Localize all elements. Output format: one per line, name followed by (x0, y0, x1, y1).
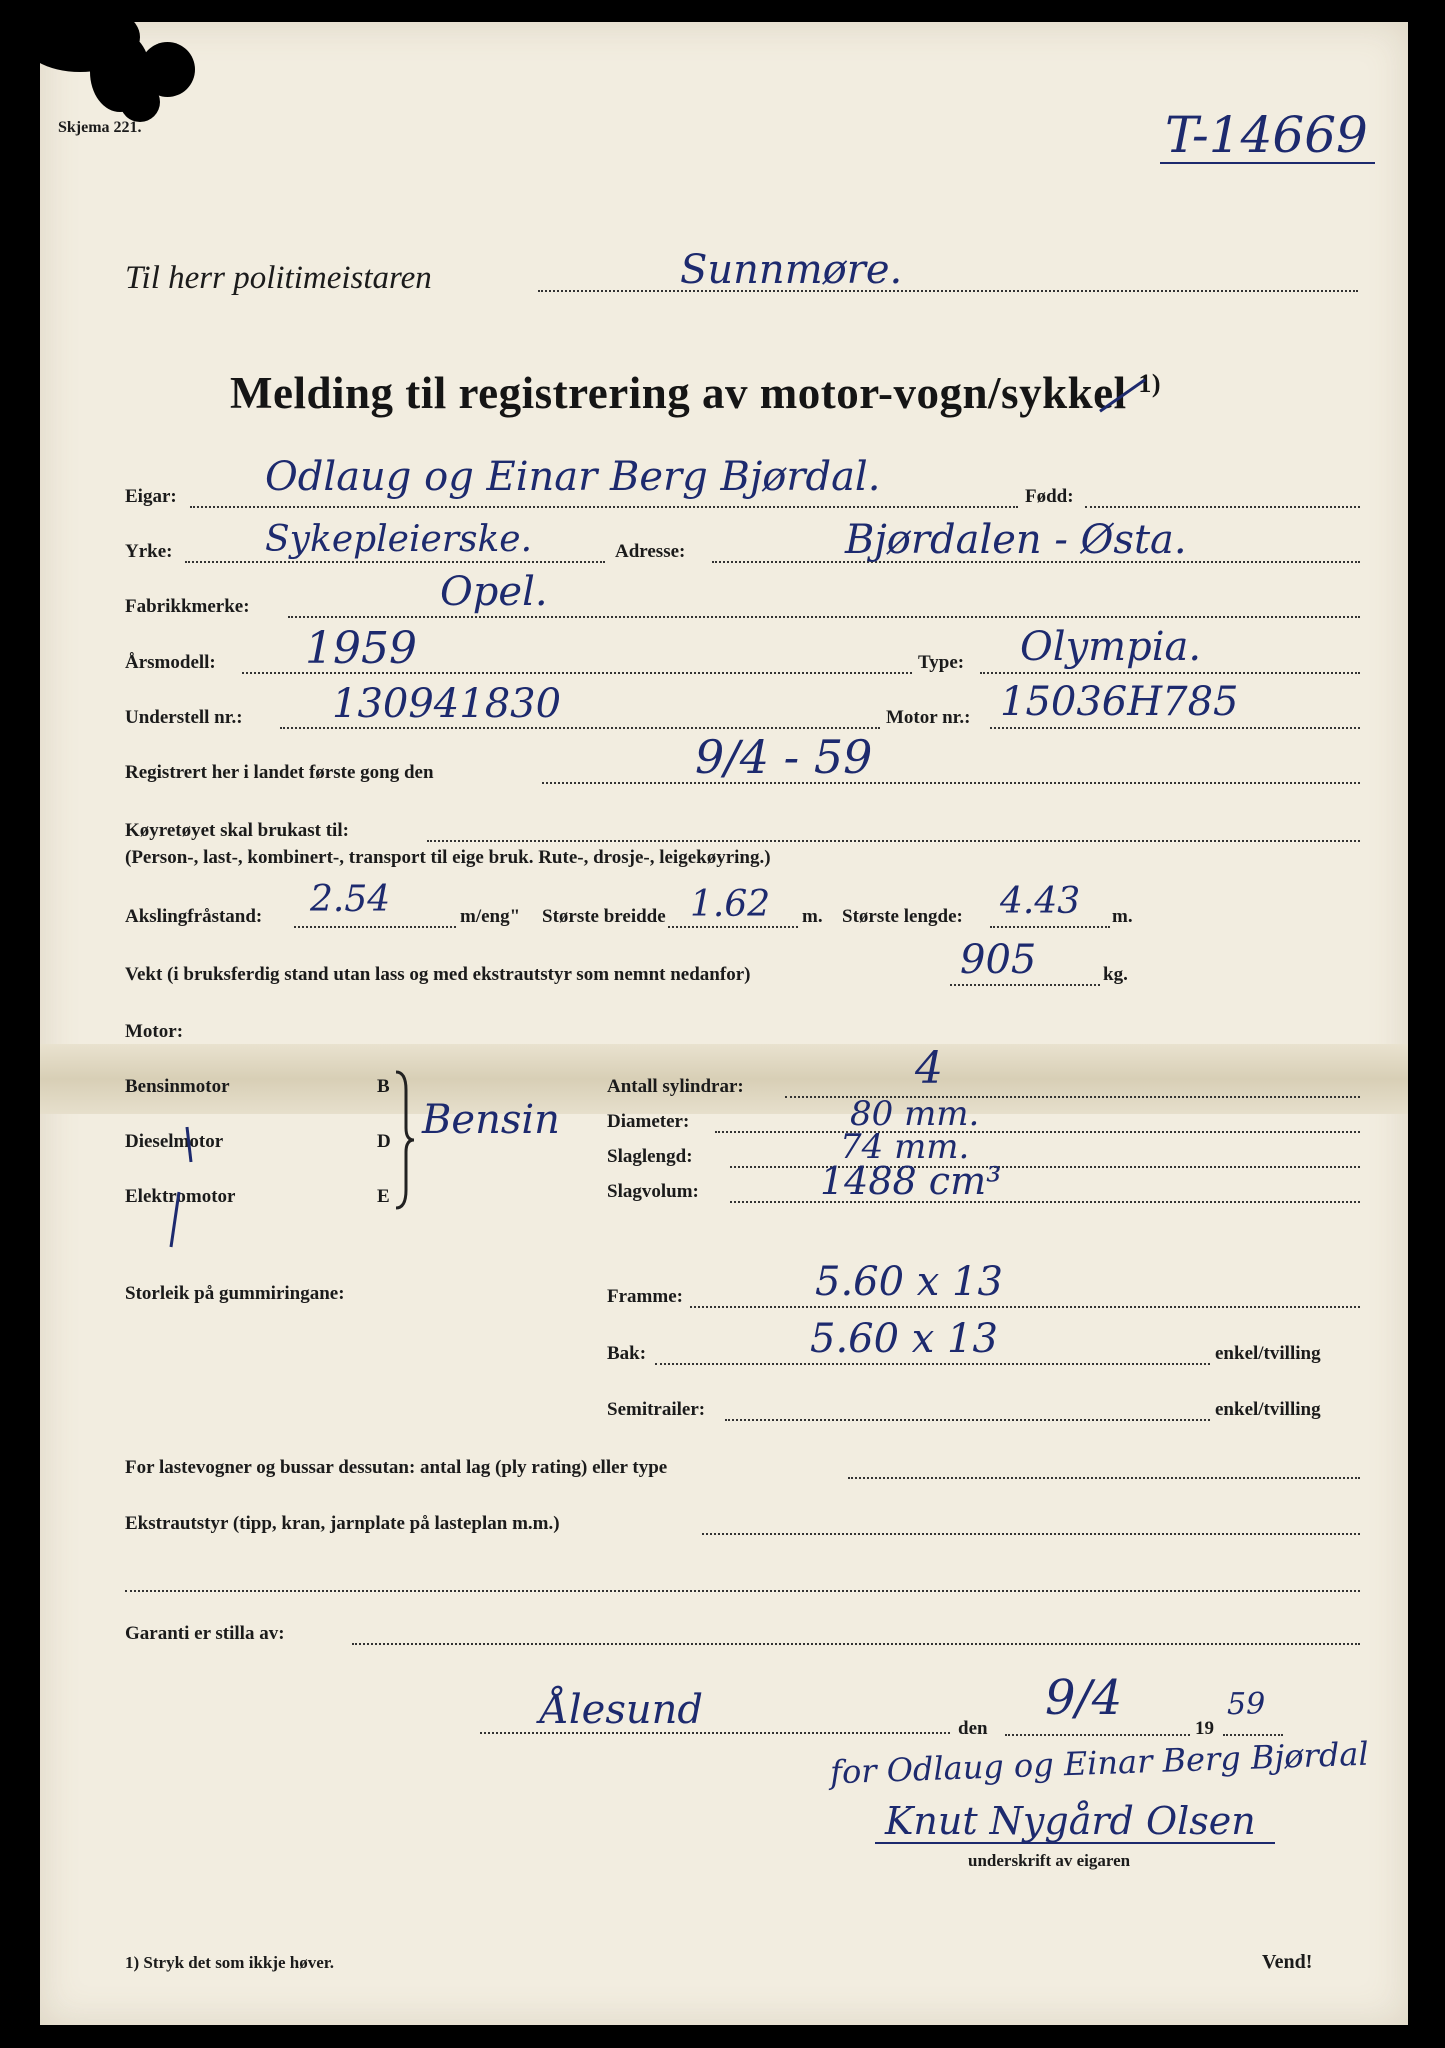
fodd-label: Fødd: (1025, 486, 1074, 507)
vend-label: Vend! (1262, 1951, 1313, 1973)
type-line (980, 672, 1360, 674)
vekt-label: Vekt (i bruksferdig stand utan lass og med ekstrautstyr som nemnt nedanfor) (125, 964, 751, 985)
adresse-value: Bjørdalen - Østa. (845, 517, 1187, 563)
registrert-label: Registrert her i landet første gong den (125, 762, 434, 783)
date-line (1005, 1734, 1190, 1736)
motor-nr-value: 15036H785 (1000, 679, 1239, 725)
motor-selected: Bensin (422, 1097, 560, 1143)
eigar-line (190, 506, 1018, 508)
addressee-value: Sunnmøre. (680, 247, 903, 293)
bak-line (655, 1363, 1210, 1365)
motor-type-diesel: Dieselmotor (125, 1131, 224, 1152)
torn-corner (120, 82, 160, 122)
semitrailer-label: Semitrailer: (607, 1399, 706, 1420)
registrert-value: 9/4 - 59 (695, 730, 873, 784)
motor-nr-label: Motor nr.: (886, 707, 971, 728)
garanti-label: Garanti er stilla av: (125, 1623, 285, 1644)
motor-nr-line (990, 727, 1360, 729)
date-value: 9/4 (1045, 1670, 1123, 1726)
slagvolum-value: 1488 cm³ (820, 1159, 1002, 1203)
eigar-value: Odlaug og Einar Berg Bjørdal. (265, 454, 881, 500)
place-value: Ålesund (540, 1687, 704, 1733)
fabrikkmerke-label: Fabrikkmerke: (125, 596, 250, 617)
type-label: Type: (918, 652, 965, 673)
adresse-label: Adresse: (615, 541, 686, 562)
ekstrautstyr-line (702, 1533, 1360, 1535)
motor-type-bensin: Bensinmotor (125, 1076, 230, 1097)
type-value: Olympia. (1020, 624, 1202, 670)
reference-number: T-14669 (1165, 106, 1368, 164)
form-title-text: Melding til registrering av motor-vogn/sykkel (230, 368, 1127, 418)
lengde-line (990, 926, 1110, 928)
sylindrar-value: 4 (915, 1043, 943, 1094)
bruk-line (427, 840, 1360, 842)
lengde-value: 4.43 (1000, 881, 1081, 922)
ekstrautstyr-line-2 (125, 1590, 1360, 1592)
addressee-label: Til herr politimeistaren (125, 260, 432, 296)
bruk-label: Køyretøyet skal brukast til: (125, 820, 349, 841)
signature-line1: for Odlaug og Einar Berg Bjørdal (829, 1734, 1370, 1792)
akslingfrastand-label: Akslingfråstand: (125, 906, 263, 927)
vekt-line (950, 984, 1100, 986)
form-paper (40, 22, 1408, 2025)
lengde-unit: m. (1112, 906, 1133, 927)
akslingfrastand-value: 2.54 (310, 879, 391, 920)
signature-line2: Knut Nygård Olsen (885, 1799, 1256, 1843)
framme-value: 5.60 x 13 (815, 1259, 1003, 1305)
year-suffix: 59 (1227, 1687, 1266, 1722)
vekt-unit: kg. (1103, 964, 1128, 985)
motor-type-elektro: Elektromotor (125, 1186, 236, 1207)
fabrikkmerke-line (288, 616, 1360, 618)
ekstrautstyr-label: Ekstrautstyr (tipp, kran, jarnplate på lasteplan m.m.) (125, 1513, 560, 1534)
akslingfrastand-line (294, 926, 456, 928)
sylindrar-label: Antall sylindrar: (607, 1076, 744, 1097)
fodd-line (1085, 506, 1360, 508)
vekt-value: 905 (960, 937, 1037, 983)
registrert-line (542, 782, 1360, 784)
yrke-value: Sykepleierske. (265, 519, 533, 560)
arsmodell-label: Årsmodell: (125, 652, 216, 673)
form-number: Skjema 221. (58, 119, 142, 136)
year-line (1223, 1734, 1283, 1736)
motor-code-e: E (377, 1186, 390, 1207)
pen-strokes (165, 1122, 205, 1252)
signature-line (875, 1842, 1275, 1844)
understell-label: Understell nr.: (125, 707, 243, 728)
bak-label: Bak: (607, 1343, 647, 1364)
yrke-label: Yrke: (125, 541, 173, 562)
arsmodell-value: 1959 (305, 623, 417, 674)
motor-code-b: B (377, 1076, 390, 1097)
framme-label: Framme: (607, 1286, 683, 1307)
bruk-note: (Person-, last-, kombinert-, transport til eige bruk. Rute-, drosje-, leigekøyring.) (125, 847, 771, 868)
title-footnote-ref: 1) (1138, 369, 1162, 398)
diameter-value: 80 mm. (850, 1094, 980, 1134)
understell-value: 130941830 (332, 681, 562, 727)
footnote: 1) Stryk det som ikkje høver. (125, 1953, 335, 1972)
framme-line (690, 1306, 1360, 1308)
addressee-line (538, 290, 1358, 292)
lengde-label: Største lengde: (842, 906, 963, 927)
semitrailer-suffix: enkel/tvilling (1215, 1399, 1321, 1420)
form-title (230, 367, 1161, 419)
reference-underline (1160, 162, 1375, 164)
akslingfrastand-unit: m/eng" (460, 906, 521, 927)
slagvolum-label: Slagvolum: (607, 1181, 699, 1202)
den-label: den (958, 1718, 988, 1739)
signature-caption: underskrift av eigaren (968, 1851, 1131, 1870)
breidde-line (668, 926, 798, 928)
motor-heading: Motor: (125, 1021, 184, 1042)
yrke-line (185, 561, 605, 563)
diameter-line (715, 1131, 1360, 1133)
fabrikkmerke-value: Opel. (440, 569, 548, 615)
slaglengd-value: 74 mm. (840, 1127, 970, 1167)
bak-value: 5.60 x 13 (810, 1316, 998, 1362)
breidde-label: Største breidde (542, 906, 666, 927)
year-prefix: 19 (1195, 1718, 1214, 1739)
breidde-unit: m. (802, 906, 823, 927)
diameter-label: Diameter: (607, 1111, 690, 1132)
motor-brace (392, 1070, 416, 1210)
lastevogner-line (848, 1477, 1360, 1479)
eigar-label: Eigar: (125, 486, 177, 507)
understell-line (280, 727, 880, 729)
garanti-line (352, 1643, 1360, 1645)
breidde-value: 1.62 (690, 884, 771, 925)
slaglengd-label: Slaglengd: (607, 1146, 693, 1167)
tyres-label: Storleik på gummiringane: (125, 1283, 345, 1304)
bak-suffix: enkel/tvilling (1215, 1343, 1321, 1364)
semitrailer-line (725, 1419, 1210, 1421)
lastevogner-label: For lastevogner og bussar dessutan: antal lag (ply rating) eller type (125, 1457, 668, 1478)
motor-code-d: D (377, 1131, 391, 1152)
